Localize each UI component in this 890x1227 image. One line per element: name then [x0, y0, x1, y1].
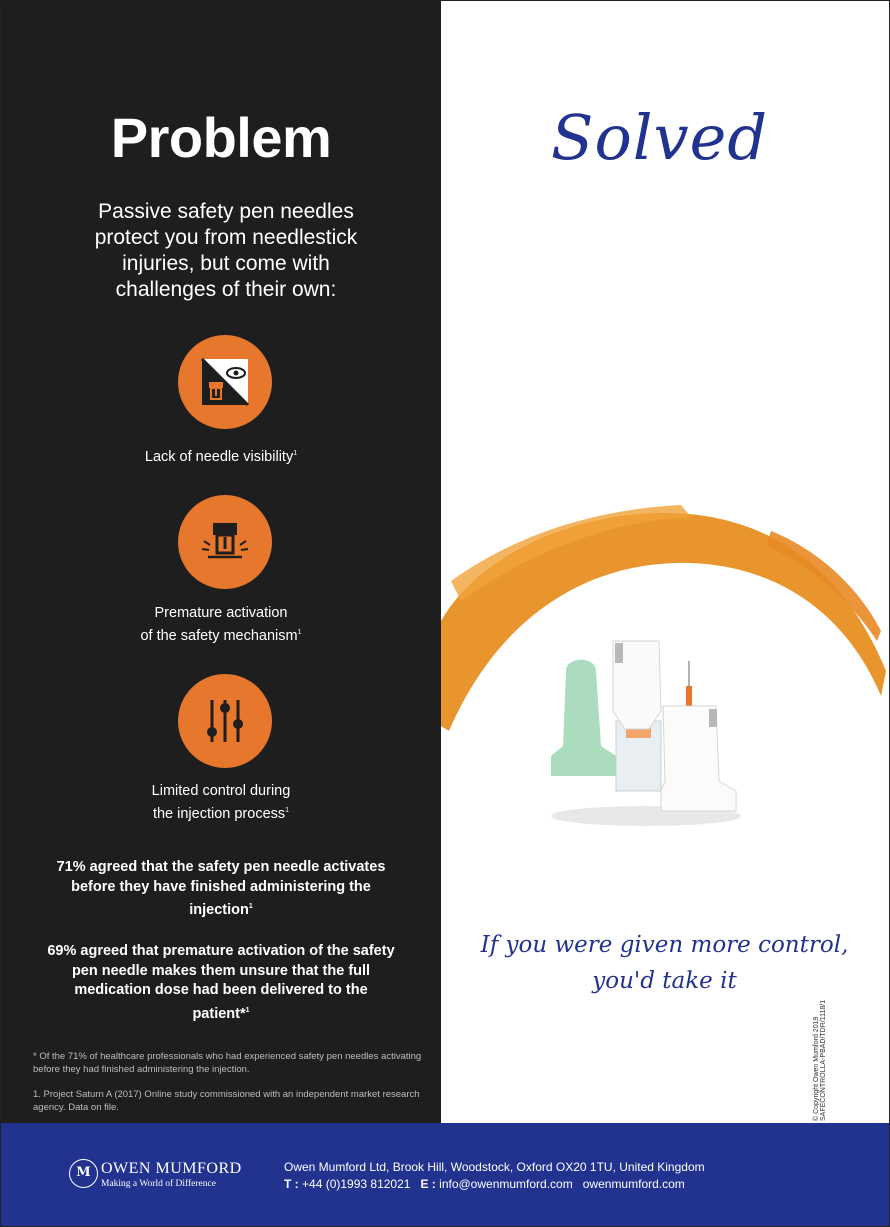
email-link[interactable]: info@owenmumford.com [439, 1177, 573, 1191]
issue-caption-2: Premature activation of the safety mechanism$^1$ [140, 605, 302, 644]
problem-panel [1, 1, 441, 1123]
issue-caption-1: Lack of needle visibility$^1$ [144, 448, 298, 465]
copyright-note: © Copyright Owen Mumford 2019 SAFECONTROLLA-PBAD/TDR/1118/1 [813, 999, 827, 1121]
contact-block [284, 1159, 705, 1193]
phone-label: T : [284, 1177, 299, 1191]
solved-headline: Solved [551, 101, 769, 174]
footnote-asterisk: * Of the 71% of healthcare professionals who had experienced safety pen needles activating before they had finished administering the injection. [33, 1051, 422, 1075]
footer [1, 1123, 889, 1226]
logo-name: OWEN MUMFORD [101, 1160, 242, 1177]
solved-panel [441, 1, 888, 1123]
footnote-reference: 1. Project Saturn A (2017) Online study commissioned with an independent market research agency. Data on file. [33, 1089, 420, 1113]
phone-number: +44 (0)1993 812021 [302, 1177, 411, 1191]
problem-headline: Problem [110, 106, 332, 169]
website-link[interactable]: owenmumford.com [582, 1177, 685, 1191]
premature-activation-icon [178, 495, 272, 589]
stat-71-percent: 71% agreed that the safety pen needle activates before they have finished administering the injection$^1$ [56, 859, 386, 918]
logo-tagline: Making a World of Difference [101, 1179, 216, 1189]
stat-69-percent: 69% agreed that premature activation of the safety pen needle makes them unsure that the full medication dose had been delivered to the patient*$^1$ [47, 943, 395, 1022]
owen-mumford-logo-icon: M [69, 1159, 98, 1188]
sliders-control-icon [178, 674, 272, 768]
issue-caption-3: Limited control during the injection process$^1$ [151, 783, 291, 822]
pen-needle-product-image [541, 631, 751, 831]
email-label: E : [420, 1177, 436, 1191]
tagline: If you were given more control, you'd take it [480, 932, 849, 994]
intro-text: Passive safety pen needles protect you from needlestick injuries, but come with challenges of their own: [94, 200, 358, 301]
needle-visibility-icon [178, 335, 272, 429]
address: Owen Mumford Ltd, Brook Hill, Woodstock, Oxford OX20 1TU, United Kingdom [284, 1160, 705, 1174]
